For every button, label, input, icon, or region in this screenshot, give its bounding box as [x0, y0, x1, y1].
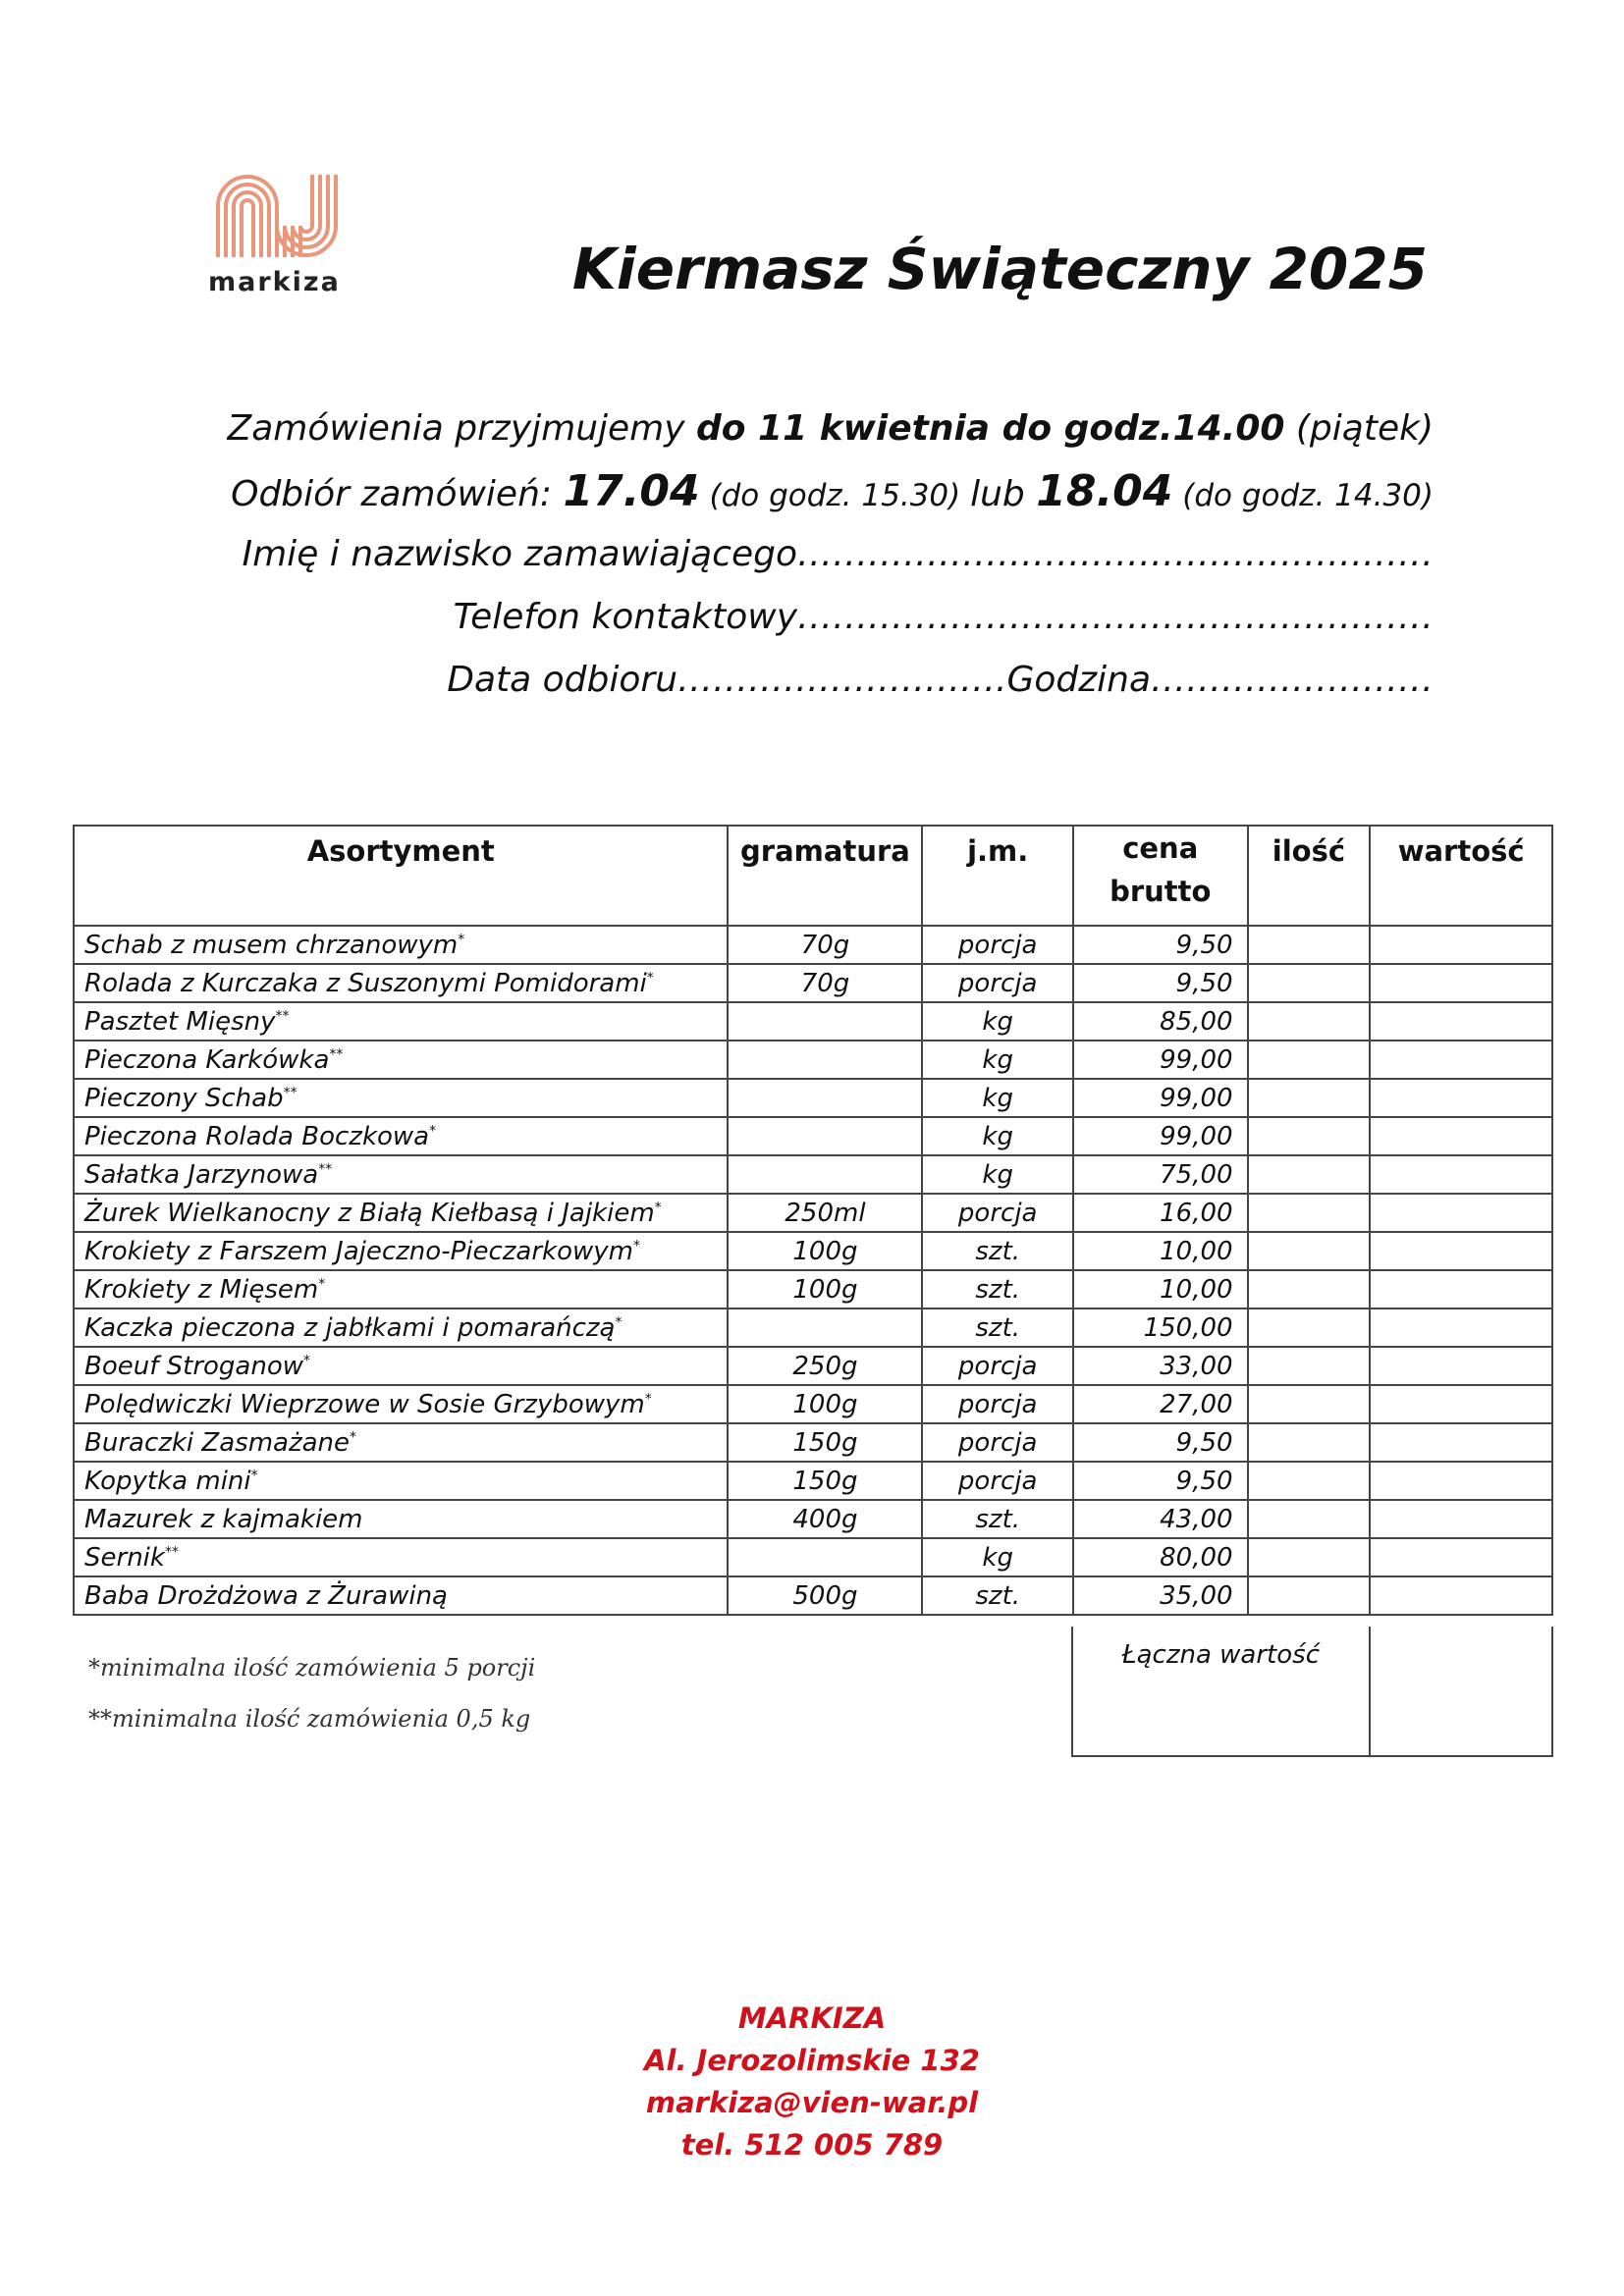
- table-row: [74, 1576, 1552, 1615]
- footer-company: MARKIZA: [737, 2002, 887, 2035]
- footnote-mark: *: [350, 1428, 357, 1445]
- product-unit: szt.: [922, 1232, 1073, 1270]
- footnote-mark: *: [303, 1352, 311, 1368]
- product-price: 33,00: [1073, 1347, 1248, 1385]
- quantity-cell[interactable]: [1248, 1079, 1371, 1117]
- table-row: [74, 1462, 1552, 1500]
- quantity-cell[interactable]: [1248, 1155, 1371, 1194]
- product-weight: [728, 1079, 922, 1117]
- quantity-cell[interactable]: [1248, 1002, 1371, 1041]
- footnote-mark: *: [654, 1199, 662, 1215]
- value-cell[interactable]: [1370, 1576, 1552, 1615]
- footer-email[interactable]: markiza@vien-war.pl: [645, 2086, 979, 2119]
- quantity-cell[interactable]: [1248, 1270, 1371, 1308]
- product-price: 10,00: [1073, 1270, 1248, 1308]
- product-weight: 70g: [728, 964, 922, 1002]
- pickup-date-2: 18.04: [1036, 466, 1173, 516]
- product-price: 9,50: [1073, 964, 1248, 1002]
- footnote-mark: **: [329, 1045, 344, 1062]
- product-weight: 70g: [728, 926, 922, 964]
- product-unit: kg: [922, 1117, 1073, 1155]
- product-unit: szt.: [922, 1576, 1073, 1615]
- markiza-m-logo-icon: [212, 167, 350, 265]
- product-name: Rolada z Kurczaka z Suszonymi Pomidorami*: [74, 964, 728, 1002]
- table-row: [74, 1041, 1552, 1079]
- value-cell[interactable]: [1370, 926, 1552, 964]
- product-price: 85,00: [1073, 1002, 1248, 1041]
- logo-text: markiza: [208, 267, 341, 297]
- product-unit: porcja: [922, 1385, 1073, 1423]
- total-value-cell[interactable]: [1371, 1627, 1551, 1755]
- product-name: Schab z musem chrzanowym*: [74, 926, 728, 964]
- footnote-mark: **: [164, 1543, 179, 1560]
- product-name: Krokiety z Farszem Jajeczno-Pieczarkowym*: [74, 1232, 728, 1270]
- product-price: 9,50: [1073, 926, 1248, 964]
- product-name: Sałatka Jarzynowa**: [74, 1155, 728, 1194]
- pickup-date-1: 17.04: [563, 466, 700, 516]
- value-cell[interactable]: [1370, 1079, 1552, 1117]
- quantity-cell[interactable]: [1248, 926, 1371, 964]
- product-name: Kopytka mini*: [74, 1462, 728, 1500]
- product-name: Buraczki Zasmażane*: [74, 1423, 728, 1462]
- product-weight: [728, 1117, 922, 1155]
- quantity-cell[interactable]: [1248, 1500, 1371, 1538]
- value-cell[interactable]: [1370, 1423, 1552, 1462]
- quantity-cell[interactable]: [1248, 1423, 1371, 1462]
- value-cell[interactable]: [1370, 1232, 1552, 1270]
- footnote-portions: *minimalna ilość zamówienia 5 porcji: [88, 1654, 536, 1682]
- value-cell[interactable]: [1370, 1117, 1552, 1155]
- product-name: Sernik**: [74, 1538, 728, 1576]
- product-name: Boeuf Stroganow*: [74, 1347, 728, 1385]
- product-name: Krokiety z Mięsem*: [74, 1270, 728, 1308]
- product-weight: [728, 1041, 922, 1079]
- product-weight: 100g: [728, 1232, 922, 1270]
- product-weight: 100g: [728, 1270, 922, 1308]
- deadline-suffix: (piątek): [1284, 408, 1434, 449]
- footer-address: Al. Jerozolimskie 132: [644, 2044, 980, 2077]
- quantity-cell[interactable]: [1248, 1194, 1371, 1232]
- pickup-or: lub: [970, 474, 1037, 514]
- order-table: [73, 825, 1553, 1616]
- product-unit: porcja: [922, 1462, 1073, 1500]
- footnote-mark: *: [644, 1390, 652, 1407]
- product-price: 99,00: [1073, 1117, 1248, 1155]
- name-field[interactable]: Imię i nazwisko zamawiającego………………………………………………: [242, 534, 1434, 574]
- value-cell[interactable]: [1370, 1041, 1552, 1079]
- value-cell[interactable]: [1370, 1500, 1552, 1538]
- product-name: Pasztet Mięsny**: [74, 1002, 728, 1041]
- product-price: 9,50: [1073, 1423, 1248, 1462]
- quantity-cell[interactable]: [1248, 1576, 1371, 1615]
- pickup-date-time-field[interactable]: Data odbioru……………………….Godzina……………………: [447, 660, 1434, 700]
- page-title: Kiermasz Świąteczny 2025: [571, 236, 1428, 302]
- footnote-mark: *: [646, 969, 654, 986]
- product-weight: 150g: [728, 1462, 922, 1500]
- total-box: [1071, 1627, 1553, 1757]
- table-row: [74, 1002, 1552, 1041]
- footnote-mark: *: [615, 1313, 623, 1330]
- phone-field[interactable]: Telefon kontaktowy………………………………………………: [453, 597, 1434, 637]
- footnote-mark: *: [318, 1275, 326, 1292]
- quantity-cell[interactable]: [1248, 1308, 1371, 1347]
- value-cell[interactable]: [1370, 1155, 1552, 1194]
- pickup-prefix: Odbiór zamówień:: [231, 474, 564, 514]
- quantity-cell[interactable]: [1248, 1117, 1371, 1155]
- product-weight: 100g: [728, 1385, 922, 1423]
- header-value: wartość: [1370, 826, 1552, 926]
- footer-phone[interactable]: tel. 512 005 789: [680, 2128, 944, 2162]
- table-header-row: [74, 826, 1552, 926]
- order-info: [228, 398, 1434, 712]
- product-price: 99,00: [1073, 1041, 1248, 1079]
- value-cell[interactable]: [1370, 964, 1552, 1002]
- product-weight: 500g: [728, 1576, 922, 1615]
- product-name: Pieczona Rolada Boczkowa*: [74, 1117, 728, 1155]
- product-unit: kg: [922, 1079, 1073, 1117]
- logo: [208, 167, 355, 297]
- product-unit: porcja: [922, 926, 1073, 964]
- table-row: [74, 1079, 1552, 1117]
- value-cell[interactable]: [1370, 1002, 1552, 1041]
- footnote-kg: **minimalna ilość zamówienia 0,5 kg: [88, 1705, 531, 1733]
- product-unit: porcja: [922, 1194, 1073, 1232]
- product-unit: szt.: [922, 1270, 1073, 1308]
- table-row: [74, 1347, 1552, 1385]
- footnote-mark: *: [458, 931, 465, 947]
- quantity-cell[interactable]: [1248, 1232, 1371, 1270]
- order-deadline-line: [228, 398, 1434, 460]
- table-row: [74, 1385, 1552, 1423]
- product-price: 10,00: [1073, 1232, 1248, 1270]
- header-unit: j.m.: [922, 826, 1073, 926]
- product-weight: [728, 1002, 922, 1041]
- table-row: [74, 1117, 1552, 1155]
- deadline-prefix: Zamówienia przyjmujemy: [227, 408, 696, 449]
- product-name: Żurek Wielkanocny z Białą Kiełbasą i Jajkiem*: [74, 1194, 728, 1232]
- product-unit: porcja: [922, 964, 1073, 1002]
- table-row: [74, 1308, 1552, 1347]
- footnote-mark: **: [275, 1007, 290, 1024]
- pickup-time-2: (do godz. 14.30): [1172, 478, 1434, 513]
- product-price: 80,00: [1073, 1538, 1248, 1576]
- product-weight: 250g: [728, 1347, 922, 1385]
- deadline-date: do 11 kwietnia do godz.14.00: [696, 408, 1285, 449]
- product-unit: kg: [922, 1002, 1073, 1041]
- quantity-cell[interactable]: [1248, 964, 1371, 1002]
- product-unit: kg: [922, 1155, 1073, 1194]
- footnote-mark: *: [429, 1122, 437, 1139]
- quantity-cell[interactable]: [1248, 1462, 1371, 1500]
- product-price: 16,00: [1073, 1194, 1248, 1232]
- table-row: [74, 1155, 1552, 1194]
- table-row: [74, 1270, 1552, 1308]
- footnote-mark: *: [632, 1237, 640, 1254]
- table-row: [74, 1538, 1552, 1576]
- product-price: 43,00: [1073, 1500, 1248, 1538]
- product-weight: [728, 1308, 922, 1347]
- product-name: Pieczony Schab**: [74, 1079, 728, 1117]
- total-label: Łączna wartość: [1073, 1627, 1371, 1755]
- product-weight: [728, 1155, 922, 1194]
- quantity-cell[interactable]: [1248, 1347, 1371, 1385]
- product-unit: porcja: [922, 1347, 1073, 1385]
- product-unit: porcja: [922, 1423, 1073, 1462]
- header-weight: gramatura: [728, 826, 922, 926]
- product-name: Baba Drożdżowa z Żurawiną: [74, 1576, 728, 1615]
- pickup-time-1: (do godz. 15.30): [699, 478, 971, 513]
- product-unit: kg: [922, 1538, 1073, 1576]
- product-unit: szt.: [922, 1308, 1073, 1347]
- table-row: [74, 1232, 1552, 1270]
- table-row: [74, 1423, 1552, 1462]
- product-weight: 150g: [728, 1423, 922, 1462]
- table-row: [74, 964, 1552, 1002]
- table-row: [74, 1194, 1552, 1232]
- footnotes: [88, 1654, 535, 1756]
- footnote-mark: **: [318, 1160, 333, 1177]
- product-price: 99,00: [1073, 1079, 1248, 1117]
- value-cell[interactable]: [1370, 1538, 1552, 1576]
- product-name: Polędwiczki Wieprzowe w Sosie Grzybowym*: [74, 1385, 728, 1423]
- product-weight: 250ml: [728, 1194, 922, 1232]
- product-name: Kaczka pieczona z jabłkami i pomarańczą*: [74, 1308, 728, 1347]
- product-unit: kg: [922, 1041, 1073, 1079]
- value-cell[interactable]: [1370, 1194, 1552, 1232]
- value-cell[interactable]: [1370, 1347, 1552, 1385]
- product-name: Pieczona Karkówka**: [74, 1041, 728, 1079]
- product-price: 27,00: [1073, 1385, 1248, 1423]
- product-price: 150,00: [1073, 1308, 1248, 1347]
- value-cell[interactable]: [1370, 1308, 1552, 1347]
- product-price: 75,00: [1073, 1155, 1248, 1194]
- table-row: [74, 926, 1552, 964]
- header-assortment: Asortyment: [74, 826, 728, 926]
- product-price: 9,50: [1073, 1462, 1248, 1500]
- quantity-cell[interactable]: [1248, 1041, 1371, 1079]
- value-cell[interactable]: [1370, 1385, 1552, 1423]
- product-unit: szt.: [922, 1500, 1073, 1538]
- footnote-mark: **: [283, 1084, 298, 1100]
- product-weight: [728, 1538, 922, 1576]
- quantity-cell[interactable]: [1248, 1385, 1371, 1423]
- quantity-cell[interactable]: [1248, 1538, 1371, 1576]
- header-quantity: ilość: [1248, 826, 1371, 926]
- product-weight: 400g: [728, 1500, 922, 1538]
- contact-footer: [0, 1998, 1624, 2166]
- product-price: 35,00: [1073, 1576, 1248, 1615]
- value-cell[interactable]: [1370, 1270, 1552, 1308]
- pickup-line: [228, 460, 1434, 523]
- footnote-mark: *: [250, 1467, 258, 1483]
- header-price: cena brutto: [1073, 826, 1248, 926]
- table-row: [74, 1500, 1552, 1538]
- value-cell[interactable]: [1370, 1462, 1552, 1500]
- product-name: Mazurek z kajmakiem: [74, 1500, 728, 1538]
